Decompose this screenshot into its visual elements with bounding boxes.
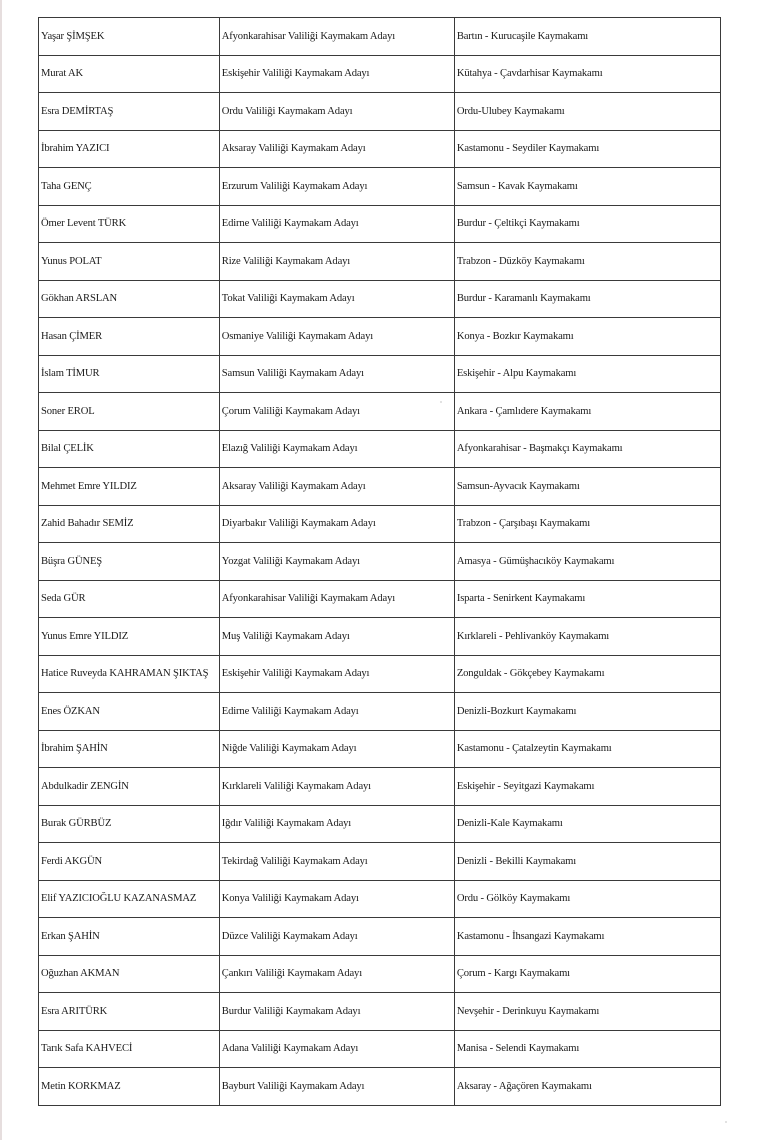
current-post-cell: Muş Valiliği Kaymakam Adayı [219,618,454,656]
new-post-cell: Eskişehir - Alpu Kaymakamı [454,355,720,393]
person-name-cell: İslam TİMUR [39,355,220,393]
current-post-cell: Diyarbakır Valiliği Kaymakam Adayı [219,505,454,543]
new-post-cell: Isparta - Senirkent Kaymakamı [454,580,720,618]
new-post-cell: Kastamonu - İhsangazi Kaymakamı [454,918,720,956]
current-post-cell: Edirne Valiliği Kaymakam Adayı [219,693,454,731]
table-row [39,468,721,506]
table-row [39,805,721,843]
table-row [39,93,721,131]
new-post-cell: Çorum - Kargı Kaymakamı [454,955,720,993]
current-post-cell: Aksaray Valiliği Kaymakam Adayı [219,468,454,506]
person-name-cell: Ferdi AKGÜN [39,843,220,881]
table-row [39,580,721,618]
person-name-cell: Enes ÖZKAN [39,693,220,731]
table-row [39,243,721,281]
new-post-cell: Samsun-Ayvacık Kaymakamı [454,468,720,506]
current-post-cell: Bayburt Valiliği Kaymakam Adayı [219,1068,454,1106]
person-name-cell: İbrahim ŞAHİN [39,730,220,768]
new-post-cell: Ordu-Ulubey Kaymakamı [454,93,720,131]
person-name-cell: Abdulkadir ZENGİN [39,768,220,806]
page-edge-shadow [0,0,2,1140]
new-post-cell: Ankara - Çamlıdere Kaymakamı [454,393,720,431]
person-name-cell: Büşra GÜNEŞ [39,543,220,581]
current-post-cell: Niğde Valiliği Kaymakam Adayı [219,730,454,768]
person-name-cell: Oğuzhan AKMAN [39,955,220,993]
current-post-cell: Burdur Valiliği Kaymakam Adayı [219,993,454,1031]
table-row [39,355,721,393]
table-row [39,768,721,806]
new-post-cell: Denizli-Kale Kaymakamı [454,805,720,843]
current-post-cell: Kırklareli Valiliği Kaymakam Adayı [219,768,454,806]
table-row [39,505,721,543]
person-name-cell: Metin KORKMAZ [39,1068,220,1106]
table-row [39,55,721,93]
new-post-cell: Eskişehir - Seyitgazi Kaymakamı [454,768,720,806]
current-post-cell: Tekirdağ Valiliği Kaymakam Adayı [219,843,454,881]
table-row [39,1030,721,1068]
person-name-cell: Yunus Emre YILDIZ [39,618,220,656]
table-row [39,1068,721,1106]
person-name-cell: İbrahim YAZICI [39,130,220,168]
scan-speck [725,1121,727,1123]
new-post-cell: Afyonkarahisar - Başmakçı Kaymakamı [454,430,720,468]
table-row [39,843,721,881]
new-post-cell: Burdur - Çeltikçi Kaymakamı [454,205,720,243]
scan-speck [440,401,442,403]
table-row [39,543,721,581]
current-post-cell: Eskişehir Valiliği Kaymakam Adayı [219,55,454,93]
table-row [39,655,721,693]
person-name-cell: Yaşar ŞİMŞEK [39,18,220,56]
current-post-cell: Çankırı Valiliği Kaymakam Adayı [219,955,454,993]
current-post-cell: Osmaniye Valiliği Kaymakam Adayı [219,318,454,356]
current-post-cell: Aksaray Valiliği Kaymakam Adayı [219,130,454,168]
person-name-cell: Soner EROL [39,393,220,431]
person-name-cell: Seda GÜR [39,580,220,618]
table-row [39,18,721,56]
table-row [39,430,721,468]
table-row [39,168,721,206]
new-post-cell: Burdur - Karamanlı Kaymakamı [454,280,720,318]
current-post-cell: Rize Valiliği Kaymakam Adayı [219,243,454,281]
new-post-cell: Amasya - Gümüşhacıköy Kaymakamı [454,543,720,581]
new-post-cell: Kırklareli - Pehlivanköy Kaymakamı [454,618,720,656]
current-post-cell: Yozgat Valiliği Kaymakam Adayı [219,543,454,581]
new-post-cell: Kastamonu - Çatalzeytin Kaymakamı [454,730,720,768]
person-name-cell: Murat AK [39,55,220,93]
table-row [39,955,721,993]
table-row [39,280,721,318]
person-name-cell: Hatice Ruveyda KAHRAMAN ŞIKTAŞ [39,655,220,693]
new-post-cell: Aksaray - Ağaçören Kaymakamı [454,1068,720,1106]
current-post-cell: Afyonkarahisar Valiliği Kaymakam Adayı [219,18,454,56]
new-post-cell: Kastamonu - Seydiler Kaymakamı [454,130,720,168]
table-row [39,205,721,243]
table-row [39,130,721,168]
person-name-cell: Hasan ÇİMER [39,318,220,356]
current-post-cell: Iğdır Valiliği Kaymakam Adayı [219,805,454,843]
new-post-cell: Kütahya - Çavdarhisar Kaymakamı [454,55,720,93]
appointments-table-body [39,18,721,1106]
current-post-cell: Düzce Valiliği Kaymakam Adayı [219,918,454,956]
new-post-cell: Nevşehir - Derinkuyu Kaymakamı [454,993,720,1031]
new-post-cell: Zonguldak - Gökçebey Kaymakamı [454,655,720,693]
table-row [39,880,721,918]
person-name-cell: Taha GENÇ [39,168,220,206]
person-name-cell: Bilal ÇELİK [39,430,220,468]
appointments-table [38,17,721,1106]
new-post-cell: Bartın - Kurucaşile Kaymakamı [454,18,720,56]
person-name-cell: Erkan ŞAHİN [39,918,220,956]
current-post-cell: Erzurum Valiliği Kaymakam Adayı [219,168,454,206]
table-row [39,618,721,656]
person-name-cell: Burak GÜRBÜZ [39,805,220,843]
current-post-cell: Afyonkarahisar Valiliği Kaymakam Adayı [219,580,454,618]
person-name-cell: Zahid Bahadır SEMİZ [39,505,220,543]
table-row [39,918,721,956]
person-name-cell: Tarık Safa KAHVECİ [39,1030,220,1068]
new-post-cell: Trabzon - Düzköy Kaymakamı [454,243,720,281]
new-post-cell: Ordu - Gölköy Kaymakamı [454,880,720,918]
person-name-cell: Esra ARITÜRK [39,993,220,1031]
current-post-cell: Samsun Valiliği Kaymakam Adayı [219,355,454,393]
table-row [39,993,721,1031]
current-post-cell: Ordu Valiliği Kaymakam Adayı [219,93,454,131]
person-name-cell: Elif YAZICIOĞLU KAZANASMAZ [39,880,220,918]
person-name-cell: Yunus POLAT [39,243,220,281]
current-post-cell: Çorum Valiliği Kaymakam Adayı [219,393,454,431]
current-post-cell: Adana Valiliği Kaymakam Adayı [219,1030,454,1068]
current-post-cell: Elazığ Valiliği Kaymakam Adayı [219,430,454,468]
table-row [39,693,721,731]
new-post-cell: Manisa - Selendi Kaymakamı [454,1030,720,1068]
new-post-cell: Konya - Bozkır Kaymakamı [454,318,720,356]
new-post-cell: Denizli - Bekilli Kaymakamı [454,843,720,881]
current-post-cell: Konya Valiliği Kaymakam Adayı [219,880,454,918]
current-post-cell: Tokat Valiliği Kaymakam Adayı [219,280,454,318]
person-name-cell: Ömer Levent TÜRK [39,205,220,243]
new-post-cell: Denizli-Bozkurt Kaymakamı [454,693,720,731]
person-name-cell: Esra DEMİRTAŞ [39,93,220,131]
new-post-cell: Trabzon - Çarşıbaşı Kaymakamı [454,505,720,543]
table-row [39,730,721,768]
table-row [39,318,721,356]
person-name-cell: Mehmet Emre YILDIZ [39,468,220,506]
current-post-cell: Edirne Valiliği Kaymakam Adayı [219,205,454,243]
new-post-cell: Samsun - Kavak Kaymakamı [454,168,720,206]
table-row [39,393,721,431]
person-name-cell: Gökhan ARSLAN [39,280,220,318]
current-post-cell: Eskişehir Valiliği Kaymakam Adayı [219,655,454,693]
